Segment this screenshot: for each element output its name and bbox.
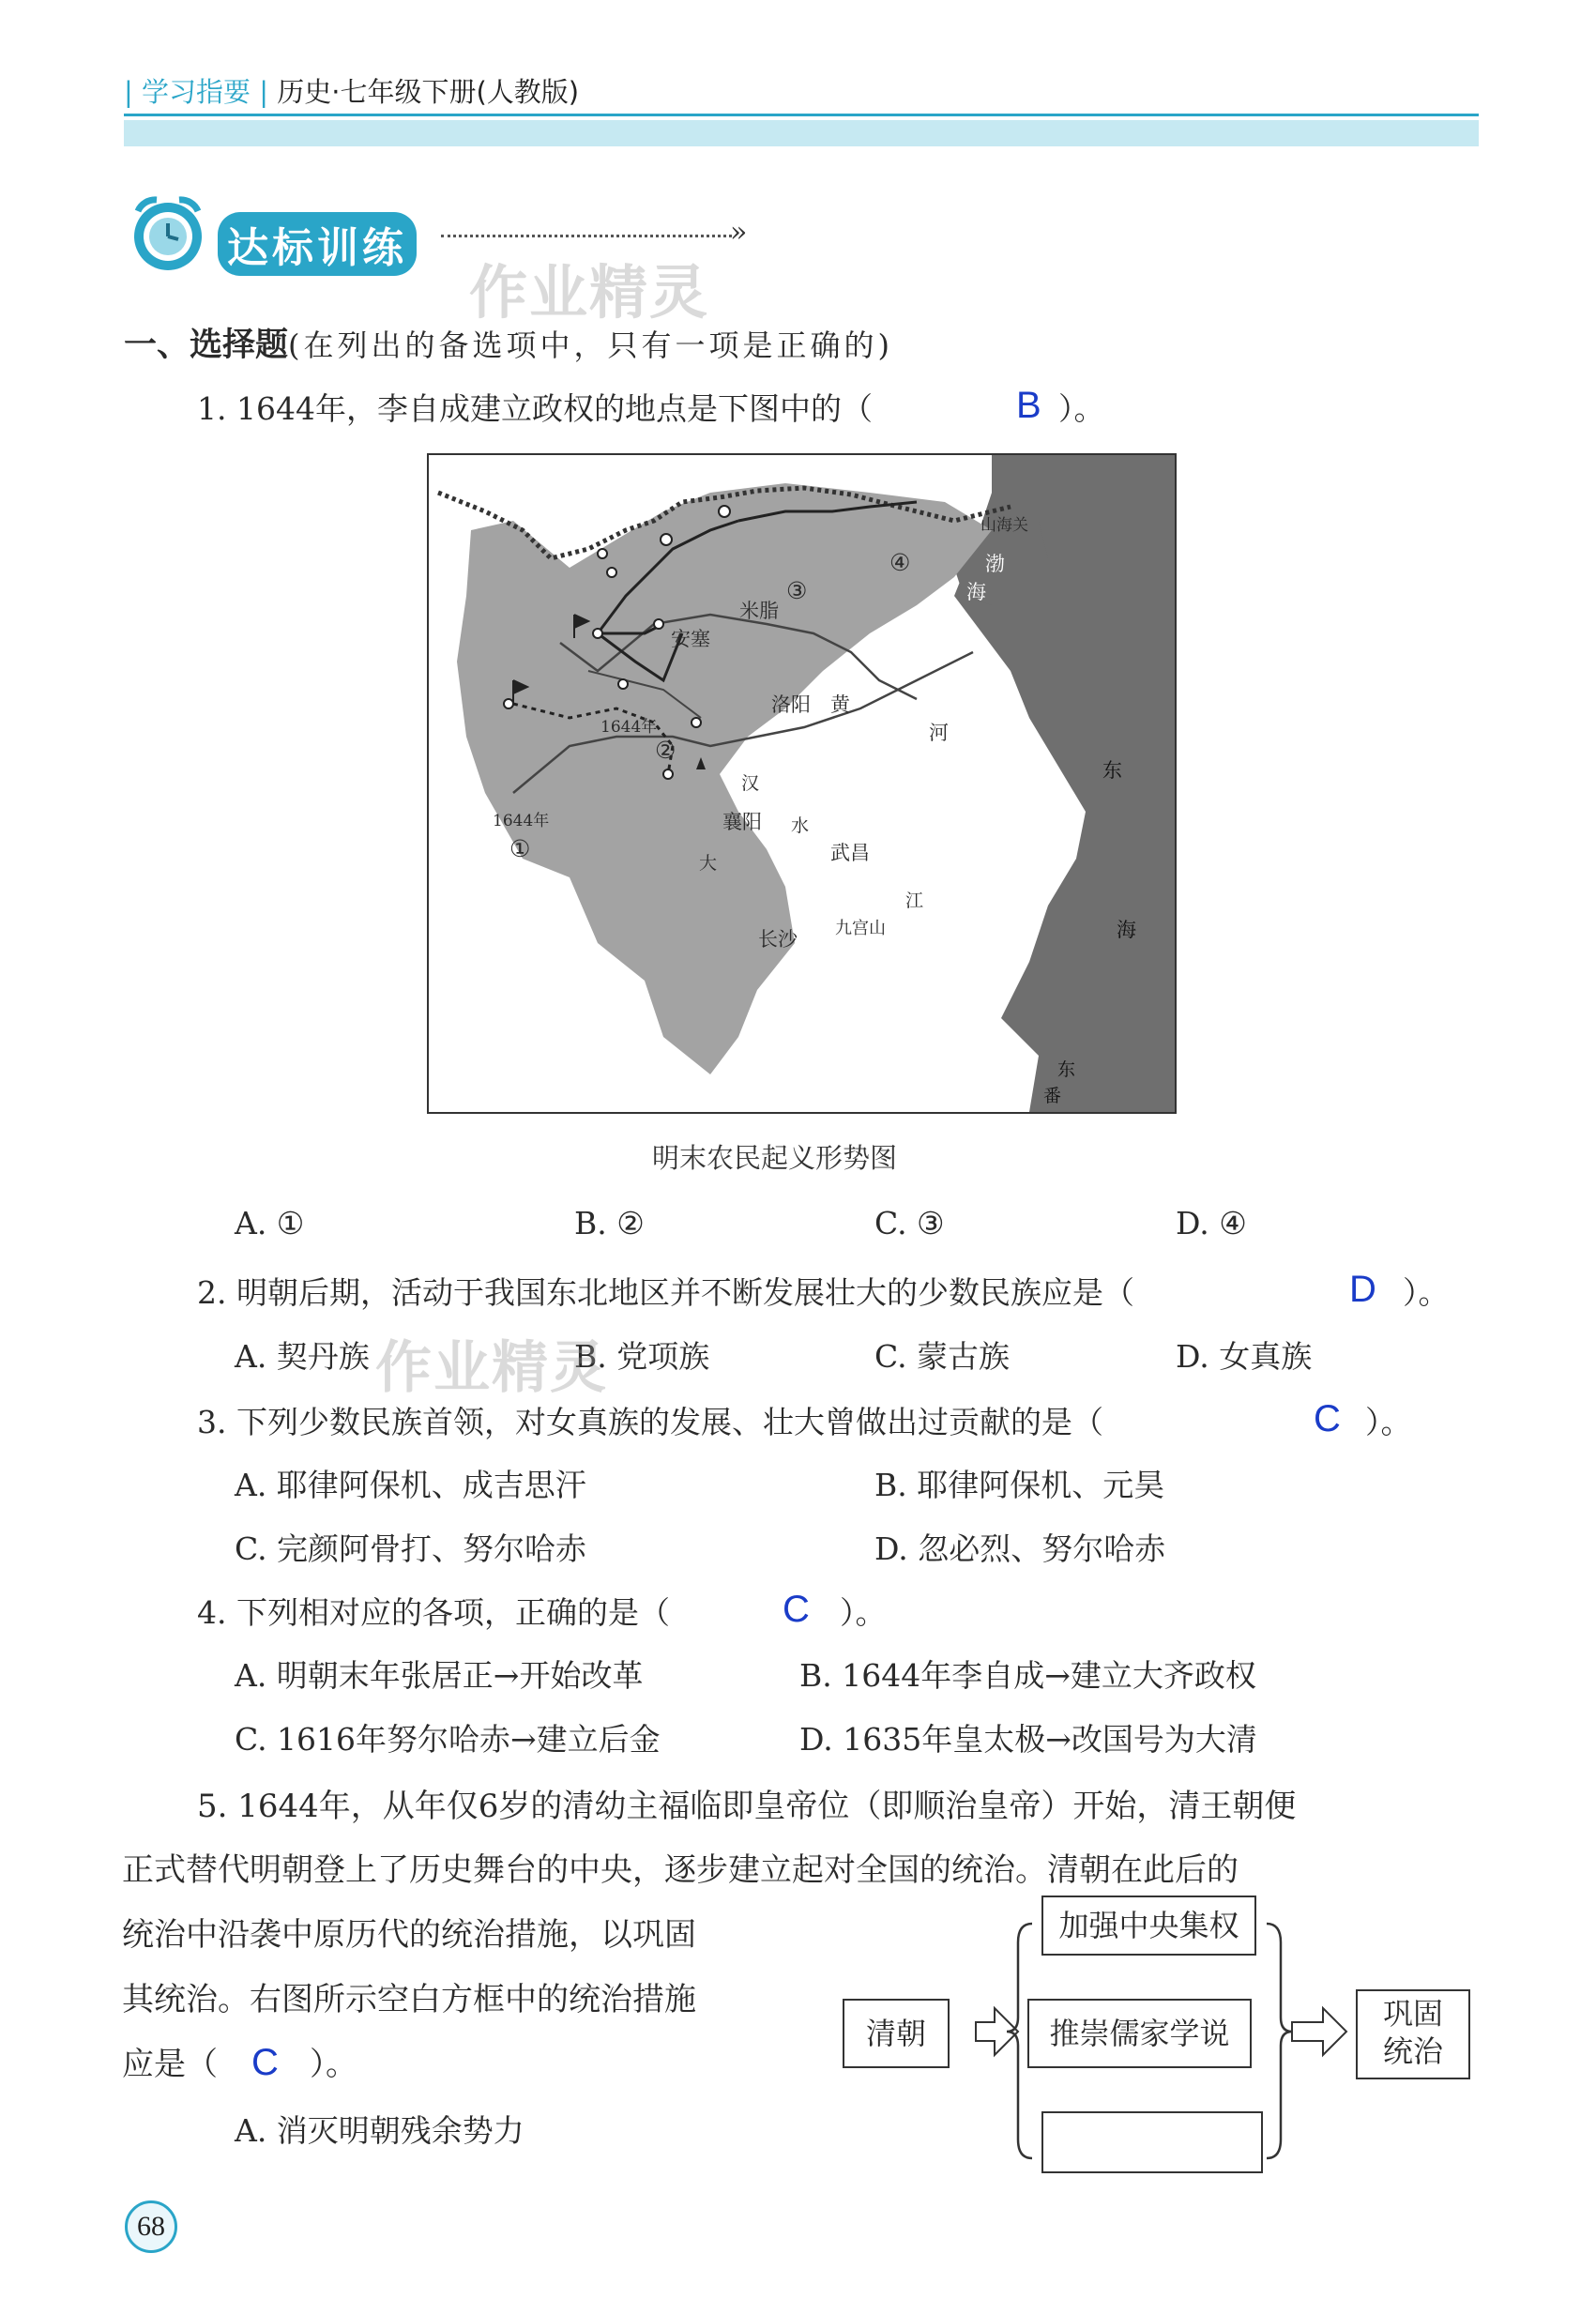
part-heading: 一、选择题(在列出的备选项中，只有一项是正确的) [124,327,893,364]
q4-option-b: B. 1644年李自成→建立大齐政权 [799,1657,1256,1694]
map-number-3: ③ [786,577,808,604]
historical-map [427,453,1177,1114]
header-divider: | [259,76,269,108]
q2-option-d: D. 女真族 [1176,1338,1313,1375]
map-label: 1644年 [493,812,550,830]
q2-option-a: A. 契丹族 [235,1338,370,1375]
header-rule [124,114,1479,116]
map-label: 1644年 [600,718,658,737]
map-label: 九宫山 [835,919,886,938]
question-4-answer: C [783,1589,810,1630]
q2-option-c: C. 蒙古族 [874,1338,1011,1375]
question-3-tail: ）。 [1365,1404,1412,1440]
q2-option-b: B. 党项族 [574,1338,710,1375]
question-3-answer: C [1314,1398,1341,1439]
diagram-result-box [1356,1989,1470,2079]
question-5-line-1: 5. 1644年，从年仅6岁的清幼主福临即皇帝位（即顺治皇帝）开始，清王朝便 [197,1788,1297,1825]
watermark: 作业精灵 [469,258,710,327]
diagram-top-box: 加强中央集权 [1041,1896,1256,1956]
city-marker [618,679,628,689]
series-name: 学习指要 [142,76,251,108]
double-chevron-icon: » [730,216,748,249]
diagram-result-line-1: 巩固 [1382,1996,1443,2032]
city-marker [719,506,730,517]
map-number-2: ② [655,737,676,764]
question-4-tail: ）。 [840,1594,887,1631]
q1-option-a: A. ① [235,1205,305,1241]
page-header [124,71,579,110]
map-label: 海 [1117,919,1136,941]
q1-option-b: B. ② [574,1205,645,1241]
q5-option-a: A. 消灭明朝残余势力 [235,2112,524,2149]
city-marker [598,549,607,558]
question-1-answer: B [1016,385,1041,426]
map-label: 渤 [985,553,1005,575]
map-label: 安塞 [671,628,710,650]
map-label: 长沙 [758,928,798,951]
diagram-middle-box: 推崇儒家学说 [1027,1999,1252,2068]
city-marker [661,534,672,545]
map-label: 东 [1102,759,1122,782]
city-marker [692,718,701,727]
map-label: 汉 [741,773,760,794]
section-title: 达标训练 [218,212,417,276]
map-label: 山海关 [980,516,1028,535]
diagram-qing-box: 清朝 [843,1999,950,2068]
question-3-stem: 3. 下列少数民族首领，对女真族的发展、壮大曾做出过贡献的是（ [197,1404,1103,1440]
city-marker [663,769,673,779]
map-caption: 明末农民起义形势图 [652,1142,898,1174]
question-4-stem: 4. 下列相对应的各项，正确的是（ [197,1594,670,1631]
map-label: 番 [1043,1086,1062,1106]
map-label: 黄 [830,693,850,716]
map-label: 海 [966,581,986,603]
question-1-stem: 1. 1644年，李自成建立政权的地点是下图中的（ [197,390,873,427]
question-5-line-2: 正式替代明朝登上了历史舞台的中央，逐步建立起对全国的统治。清朝在此后的 [122,1851,1239,1889]
q1-option-c: C. ③ [874,1205,945,1241]
map-label: 武昌 [830,842,870,864]
map-number-1: ① [509,835,531,862]
header-divider: | [124,76,133,108]
question-5-line-4: 其统治。右图所示空白方框中的统治措施 [122,1981,696,2018]
map-label: 江 [905,891,924,911]
question-5-line-5: 应是（ [122,2046,218,2083]
q1-option-d: D. ④ [1176,1205,1247,1241]
map-number-4: ④ [889,549,911,576]
page-number: 68 [125,2200,177,2253]
watermark: 作业精灵 [375,1335,608,1401]
q4-option-c: C. 1616年努尔哈赤→建立后金 [235,1721,661,1758]
question-2-answer: D [1349,1269,1376,1310]
map-label: 洛阳 [771,693,811,716]
diagram-blank-box [1041,2111,1263,2173]
q3-option-b: B. 耶律阿保机、元昊 [874,1467,1165,1503]
question-2-tail: ）。 [1403,1274,1450,1311]
map-label: 米脂 [739,600,779,622]
diagram-result-line-2: 统治 [1382,2033,1443,2069]
q3-option-c: C. 完颜阿骨打、努尔哈赤 [235,1530,587,1567]
question-1-tail: ）。 [1058,390,1105,427]
map-label: 河 [929,722,949,744]
q3-option-d: D. 忽必烈、努尔哈赤 [874,1530,1166,1567]
question-5-line-5-tail: ）。 [310,2046,357,2083]
city-marker [504,699,513,708]
city-marker [593,629,602,638]
city-marker [607,568,616,577]
subject-name: 历史·七年级下册(人教版) [277,76,580,108]
uprising-region [457,483,992,1074]
map-label: 襄阳 [722,811,762,833]
q3-option-a: A. 耶律阿保机、成吉思汗 [235,1467,586,1503]
q4-option-d: D. 1635年皇太极→改国号为大清 [799,1721,1257,1758]
alarm-clock-icon [124,192,213,277]
map-label: 东 [1057,1059,1076,1080]
question-5-answer: C [251,2042,279,2083]
map-label: 水 [791,815,810,836]
map-label: 大 [699,853,718,874]
question-5-line-3: 统治中沿袭中原历代的统治措施，以巩固 [122,1916,696,1954]
q4-option-a: A. 明朝末年张居正→开始改革 [235,1657,644,1694]
question-2-stem: 2. 明朝后期，活动于我国东北地区并不断发展壮大的少数民族应是（ [197,1274,1134,1311]
header-band [124,120,1479,146]
city-marker [654,619,663,629]
dotted-leader [441,235,732,237]
